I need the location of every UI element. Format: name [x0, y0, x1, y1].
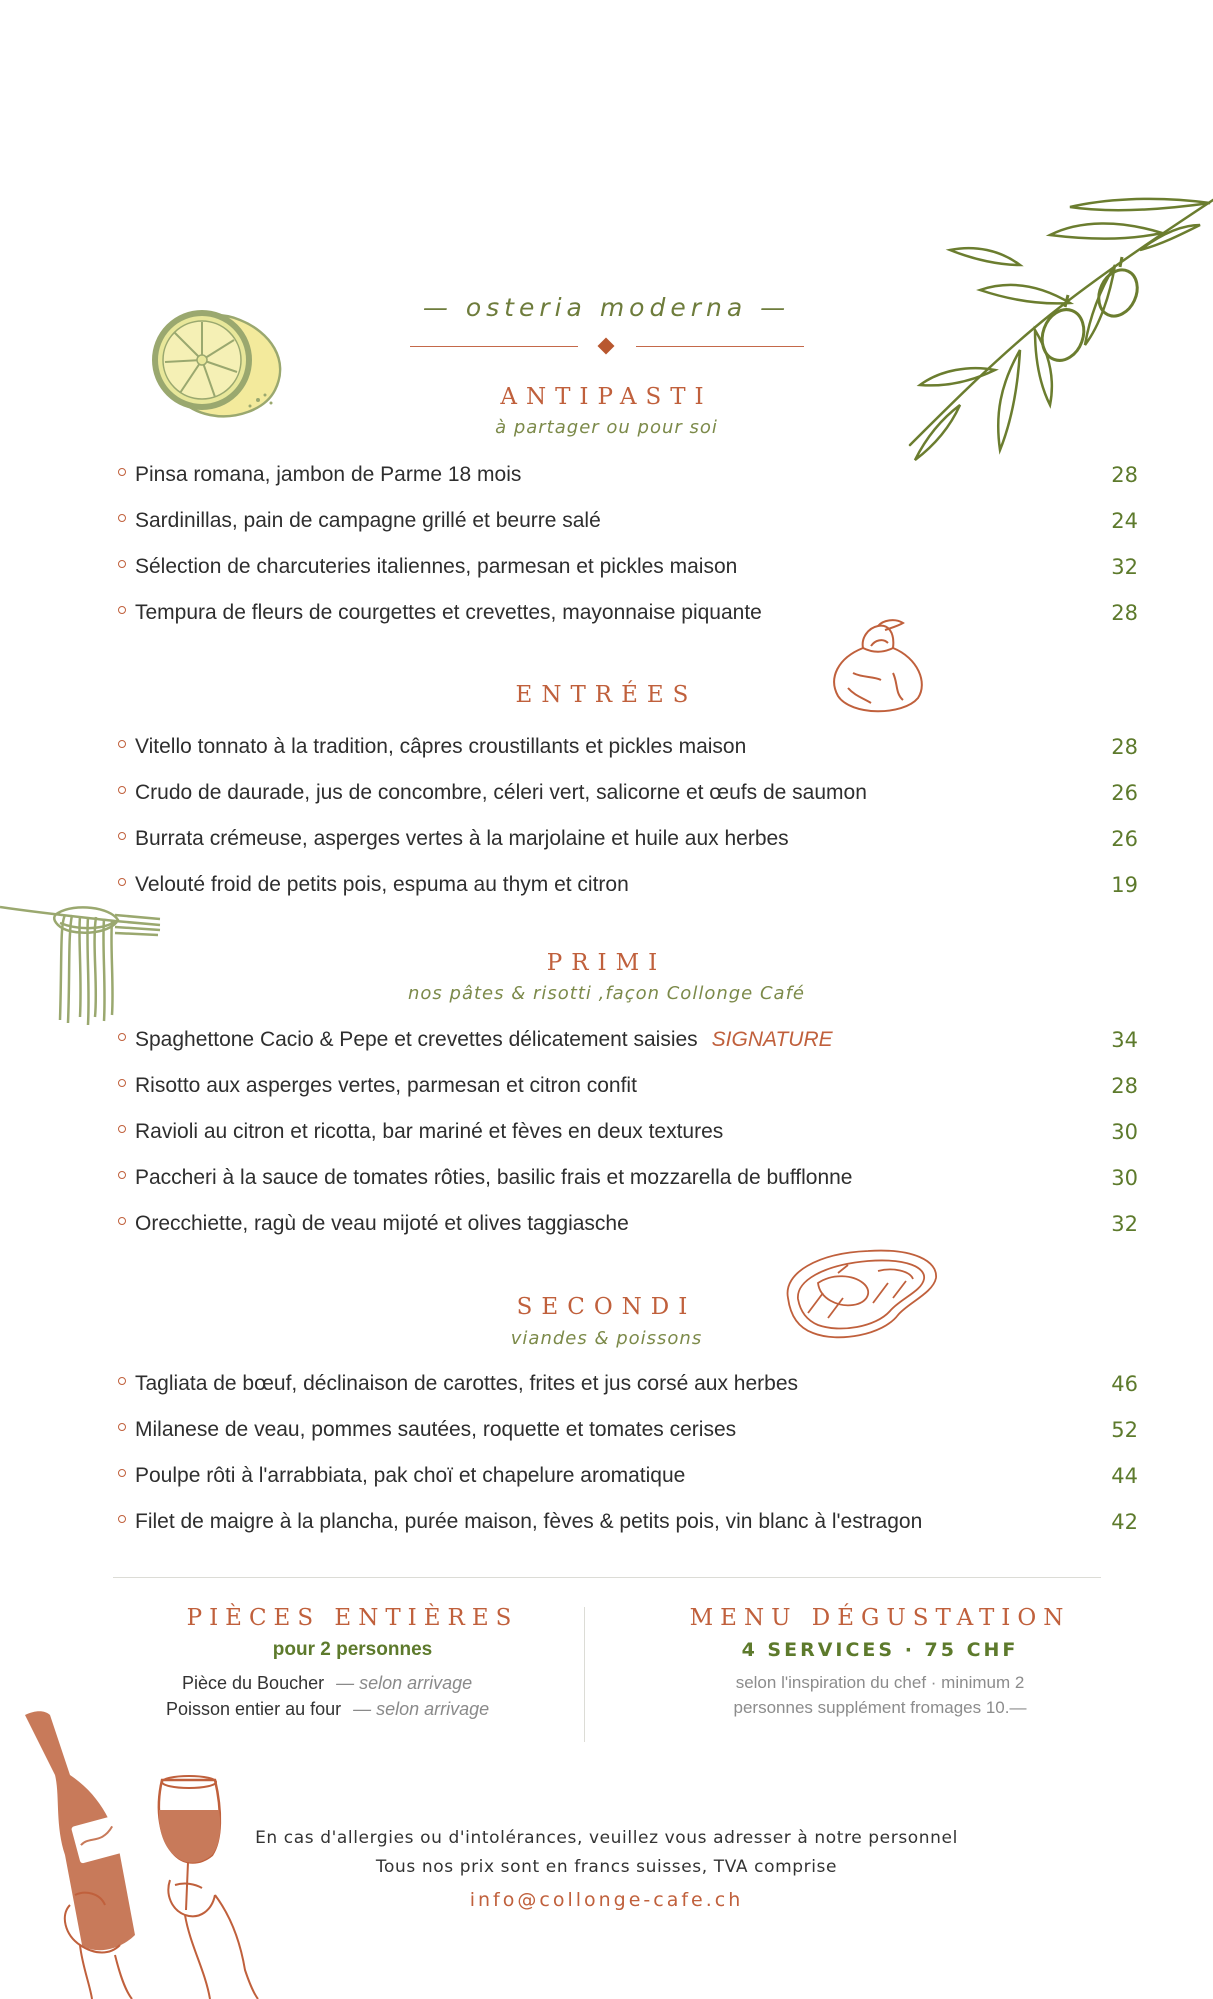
item-price: 32: [1111, 555, 1138, 579]
item-name: Vitello tonnato à la tradition, câpres croustillants et pickles maison: [135, 735, 747, 758]
menu-item: [118, 509, 1138, 539]
item-name: Crudo de daurade, jus de concombre, céleri vert, salicorne et œufs de saumon: [135, 781, 867, 804]
menu-item: [118, 873, 1138, 903]
bullet-icon: [118, 740, 126, 748]
pieces-entieres-subtitle: pour 2 personnes: [272, 1639, 433, 1660]
signature-tag: SIGNATURE: [711, 1028, 833, 1051]
secondi-subtitle: viandes & poissons: [510, 1328, 703, 1349]
menu-degustation-title: MENU DÉGUSTATION: [689, 1605, 1071, 1631]
menu-item: [118, 601, 1138, 631]
bullet-icon: [118, 1217, 126, 1225]
menu-item: [118, 555, 1138, 585]
wine-glass-icon: [150, 1770, 270, 1999]
bullet-icon: [118, 1079, 126, 1087]
allergy-notice: En cas d'allergies ou d'intolérances, veuillez vous adresser à notre personnel: [255, 1828, 958, 1848]
column-divider: [584, 1607, 585, 1742]
antipasti-subtitle: à partager ou pour soi: [495, 417, 718, 438]
menu-degustation-subtitle: 4 SERVICES · 75 CHF: [741, 1639, 1019, 1661]
item-price: 28: [1111, 463, 1138, 487]
item-price: 28: [1111, 1074, 1138, 1098]
contact-email[interactable]: info@collonge-cafe.ch: [469, 1889, 744, 1911]
header-rule-left: [410, 346, 578, 347]
menu-item: [118, 1372, 1138, 1402]
secondi-title: SECONDI: [516, 1294, 697, 1320]
item-name: Velouté froid de petits pois, espuma au thym et citron: [135, 873, 629, 896]
item-price: 32: [1111, 1212, 1138, 1236]
item-price: 44: [1111, 1464, 1138, 1488]
item-price: 26: [1111, 827, 1138, 851]
wine-bottle-icon: [20, 1705, 170, 1999]
bullet-icon: [118, 1377, 126, 1385]
menu-item: [118, 1212, 1138, 1242]
piece-note: — selon arrivage: [336, 1673, 473, 1693]
bullet-icon: [118, 560, 126, 568]
item-price: 28: [1111, 601, 1138, 625]
pieces-entieres-title: PIÈCES ENTIÈRES: [186, 1605, 519, 1631]
item-price: 30: [1111, 1120, 1138, 1144]
item-name: Ravioli au citron et ricotta, bar mariné et fèves en deux textures: [135, 1120, 724, 1143]
menu-degustation-line2: personnes supplément fromages 10.—: [733, 1698, 1027, 1717]
bullet-icon: [118, 1171, 126, 1179]
bullet-icon: [118, 606, 126, 614]
menu-item: [118, 1166, 1138, 1196]
menu-degustation-line1: selon l'inspiration du chef · minimum 2: [735, 1673, 1025, 1692]
item-name: Burrata crémeuse, asperges vertes à la marjolaine et huile aux herbes: [135, 827, 789, 850]
item-name: Filet de maigre à la plancha, purée maison, fèves & petits pois, vin blanc à l'estragon: [135, 1510, 923, 1533]
item-price: 52: [1111, 1418, 1138, 1442]
item-name: Pinsa romana, jambon de Parme 18 mois: [135, 463, 522, 486]
item-name: Orecchiette, ragù de veau mijoté et olives taggiasche: [135, 1212, 629, 1235]
menu-item: [118, 1464, 1138, 1494]
item-name: Sélection de charcuteries italiennes, parmesan et pickles maison: [135, 555, 738, 578]
menu-item: [118, 1028, 1138, 1058]
menu-item: [118, 781, 1138, 811]
menu-item: [118, 1120, 1138, 1150]
header-rule-right: [636, 346, 804, 347]
menu-item: [118, 1418, 1138, 1448]
item-name: Spaghettone Cacio & Pepe et crevettes délicatement saisies: [135, 1028, 698, 1051]
piece-name: Poisson entier au four: [166, 1699, 342, 1719]
item-name: Poulpe rôti à l'arrabbiata, pak choï et chapelure aromatique: [135, 1464, 686, 1487]
piece-item: [140, 1673, 565, 1694]
menu-item: [118, 735, 1138, 765]
bullet-icon: [118, 1515, 126, 1523]
bullet-icon: [118, 1033, 126, 1041]
piece-note: — selon arrivage: [353, 1699, 490, 1719]
antipasti-title: ANTIPASTI: [500, 384, 713, 410]
bullet-icon: [118, 786, 126, 794]
menu-item: [118, 1510, 1138, 1540]
item-name: Risotto aux asperges vertes, parmesan et citron confit: [135, 1074, 637, 1097]
menu-item: [118, 827, 1138, 857]
item-name: Sardinillas, pain de campagne grillé et beurre salé: [135, 509, 601, 532]
piece-name: Pièce du Boucher: [182, 1673, 325, 1693]
primi-subtitle: nos pâtes & risotti ,façon Collonge Café: [408, 983, 805, 1004]
item-price: 34: [1111, 1028, 1138, 1052]
piece-item: [140, 1699, 565, 1720]
bullet-icon: [118, 468, 126, 476]
menu-item: [118, 463, 1138, 493]
primi-title: PRIMI: [546, 950, 667, 976]
item-name: Milanese de veau, pommes sautées, roquette et tomates cerises: [135, 1418, 737, 1441]
item-price: 26: [1111, 781, 1138, 805]
item-name: Paccheri à la sauce de tomates rôties, basilic frais et mozzarella de bufflonne: [135, 1166, 853, 1189]
menu-item: [118, 1074, 1138, 1104]
section-divider: [113, 1577, 1101, 1578]
entrees-title: ENTRÉES: [515, 682, 698, 708]
item-price: 24: [1111, 509, 1138, 533]
tagline: — osteria moderna —: [422, 293, 791, 322]
item-name: Tempura de fleurs de courgettes et crevettes, mayonnaise piquante: [135, 601, 762, 624]
bullet-icon: [118, 514, 126, 522]
item-price: 28: [1111, 735, 1138, 759]
bullet-icon: [118, 878, 126, 886]
pieces-entieres-box: [140, 1605, 565, 1720]
item-price: 42: [1111, 1510, 1138, 1534]
item-price: 30: [1111, 1166, 1138, 1190]
bullet-icon: [118, 1423, 126, 1431]
price-notice: Tous nos prix sont en francs suisses, TVA comprise: [375, 1857, 838, 1877]
item-price: 46: [1111, 1372, 1138, 1396]
header-diamond: [598, 338, 615, 355]
item-name: Tagliata de bœuf, déclinaison de carottes, frites et jus corsé aux herbes: [135, 1372, 799, 1395]
bullet-icon: [118, 1469, 126, 1477]
item-price: 19: [1111, 873, 1138, 897]
menu-degustation-box: [655, 1605, 1105, 1718]
bullet-icon: [118, 832, 126, 840]
bullet-icon: [118, 1125, 126, 1133]
